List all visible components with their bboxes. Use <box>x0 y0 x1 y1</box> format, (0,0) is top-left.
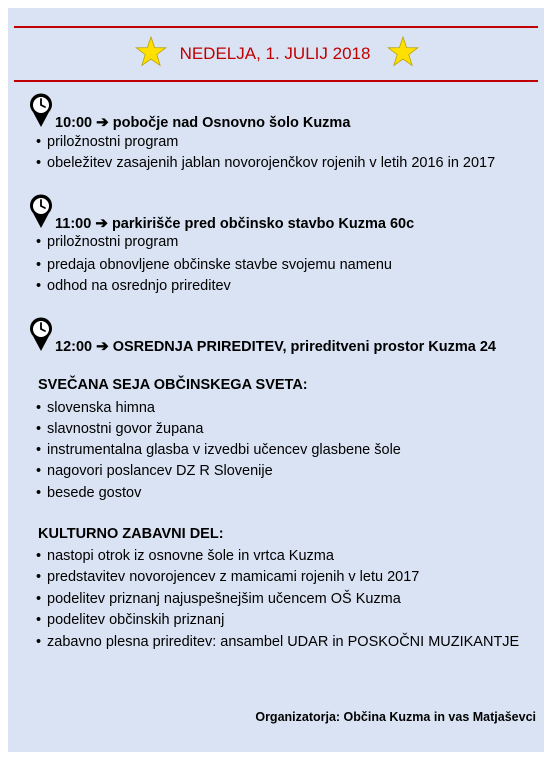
top-divider <box>14 26 538 28</box>
page-title: NEDELJA, 1. JULIJ 2018 <box>179 44 371 63</box>
list-item <box>36 548 334 564</box>
list-item <box>36 400 155 416</box>
list-item-text: slavnostni govor župana <box>47 421 204 437</box>
list-item-text: besede gostov <box>47 485 142 501</box>
bullet-dot: • <box>36 548 42 564</box>
list-item <box>36 257 392 273</box>
list-item-text: obeležitev zasajenih jablan novorojenčkov rojenih v letih 2016 in 2017 <box>47 155 496 171</box>
list-item-text: predaja obnovljene občinske stavbe svojemu namenu <box>47 257 392 273</box>
header-divider <box>14 80 538 82</box>
event-time: 12:00 <box>55 339 93 355</box>
list-item <box>36 442 401 458</box>
organizers-footer: Organizatorja: Občina Kuzma in vas Matjaševci <box>255 710 536 724</box>
list-item <box>36 155 495 171</box>
list-item <box>36 569 419 585</box>
bullet-dot: • <box>36 634 42 650</box>
list-item <box>36 485 141 501</box>
event-heading <box>55 214 414 232</box>
bullet-dot: • <box>36 421 42 437</box>
list-item-text: zabavno plesna prireditev: ansambel UDAR in POSKOČNI MUZIKANTJE <box>47 634 520 650</box>
bullet-dot: • <box>36 569 42 585</box>
bullet-dot: • <box>36 257 42 273</box>
bullet-dot: • <box>36 234 42 250</box>
list-item-text: podelitev priznanj najuspešnejšim učencem OŠ Kuzma <box>47 591 401 607</box>
list-item-text: priložnostni program <box>47 134 179 150</box>
arrow-right-icon: ➔ <box>96 338 109 355</box>
list-item-text: nagovori poslancev DZ R Slovenije <box>47 463 273 479</box>
event-heading <box>55 337 496 355</box>
list-item-text: nastopi otrok iz osnovne šole in vrtca Kuzma <box>47 548 334 564</box>
arrow-right-icon: ➔ <box>95 215 108 232</box>
bullet-dot: • <box>36 400 42 416</box>
list-item <box>36 634 519 650</box>
bullet-dot: • <box>36 463 42 479</box>
list-item-text: podelitev občinskih priznanj <box>47 612 225 628</box>
list-item-text: predstavitev novorojencev z mamicami rojenih v letu 2017 <box>47 569 420 585</box>
bullet-dot: • <box>36 155 42 171</box>
list-item-text: slovenska himna <box>47 400 155 416</box>
list-item-text: odhod na osrednjo prireditev <box>47 278 231 294</box>
event-time: 11:00 <box>55 216 92 232</box>
event-heading <box>55 113 350 131</box>
list-item-text: priložnostni program <box>47 234 179 250</box>
list-item <box>36 134 178 150</box>
list-item <box>36 591 401 607</box>
section-heading: SVEČANA SEJA OBČINSKEGA SVETA: <box>38 377 308 393</box>
arrow-right-icon: ➔ <box>96 114 109 131</box>
event-place: parkirišče pred občinsko stavbo Kuzma 60c <box>111 216 415 232</box>
list-item <box>36 421 203 437</box>
list-item-text: instrumentalna glasba v izvedbi učencev glasbene šole <box>47 442 401 458</box>
bullet-dot: • <box>36 591 42 607</box>
section-heading: KULTURNO ZABAVNI DEL: <box>38 526 224 542</box>
bullet-dot: • <box>36 612 42 628</box>
bullet-dot: • <box>36 442 42 458</box>
bullet-dot: • <box>36 485 42 501</box>
list-item <box>36 278 231 294</box>
bullet-dot: • <box>36 134 42 150</box>
clock-pin-icon <box>28 92 54 128</box>
list-item <box>36 612 224 628</box>
event-time: 10:00 <box>55 115 93 131</box>
event-place: pobočje nad Osnovno šolo Kuzma <box>112 115 351 131</box>
clock-pin-icon <box>28 316 54 352</box>
list-item <box>36 234 178 250</box>
clock-pin-icon <box>28 193 54 229</box>
event-place: OSREDNJA PRIREDITEV, prireditveni prostor Kuzma 24 <box>112 339 497 355</box>
star-icon <box>386 36 420 70</box>
list-item <box>36 463 273 479</box>
bullet-dot: • <box>36 278 42 294</box>
